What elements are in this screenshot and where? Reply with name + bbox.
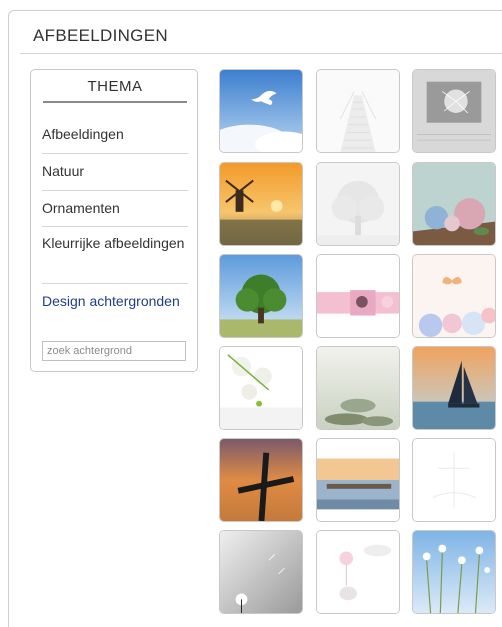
windmill-sunset-thumb[interactable] xyxy=(219,162,303,246)
search-background-input[interactable] xyxy=(42,341,186,361)
theme-item-natuur[interactable]: Natuur xyxy=(42,163,85,179)
theme-panel-divider xyxy=(43,101,187,103)
theme-item-divider xyxy=(42,190,188,191)
pink-band-thumb[interactable] xyxy=(316,254,400,338)
faded-tree-thumb[interactable] xyxy=(316,162,400,246)
theme-item-divider xyxy=(42,226,188,227)
section-title: AFBEELDINGEN xyxy=(33,26,168,45)
sailboat-thumb[interactable] xyxy=(412,346,496,430)
section-divider xyxy=(20,53,502,54)
theme-panel-title: THEMA xyxy=(87,78,143,95)
butterfly-flowers-thumb[interactable] xyxy=(412,254,496,338)
dandelion-thumb[interactable] xyxy=(412,69,496,153)
theme-item-ornamenten[interactable]: Ornamenten xyxy=(42,200,120,216)
misty-stones-thumb[interactable] xyxy=(316,346,400,430)
faint-cross-thumb[interactable] xyxy=(412,438,496,522)
theme-item-divider xyxy=(42,283,188,284)
theme-item-divider xyxy=(42,153,188,154)
green-tree-thumb[interactable] xyxy=(219,254,303,338)
elephant-balloon-thumb[interactable] xyxy=(316,530,400,614)
dandelion-dark-thumb[interactable] xyxy=(219,530,303,614)
cross-sky-thumb[interactable] xyxy=(219,438,303,522)
hydrangea-thumb[interactable] xyxy=(412,162,496,246)
theme-item-kleurrijke-afbeeldingen[interactable]: Kleurrijke afbeeldingen xyxy=(42,235,185,251)
theme-panel xyxy=(30,69,198,372)
daisies-sky-thumb[interactable] xyxy=(412,530,496,614)
white-orchid-thumb[interactable] xyxy=(219,346,303,430)
jetty-thumb[interactable] xyxy=(316,438,400,522)
theme-item-afbeeldingen[interactable]: Afbeeldingen xyxy=(42,126,124,142)
dove-sky-thumb[interactable] xyxy=(219,69,303,153)
theme-item-design-achtergronden[interactable]: Design achtergronden xyxy=(42,293,180,309)
bridge-thumb[interactable] xyxy=(316,69,400,153)
